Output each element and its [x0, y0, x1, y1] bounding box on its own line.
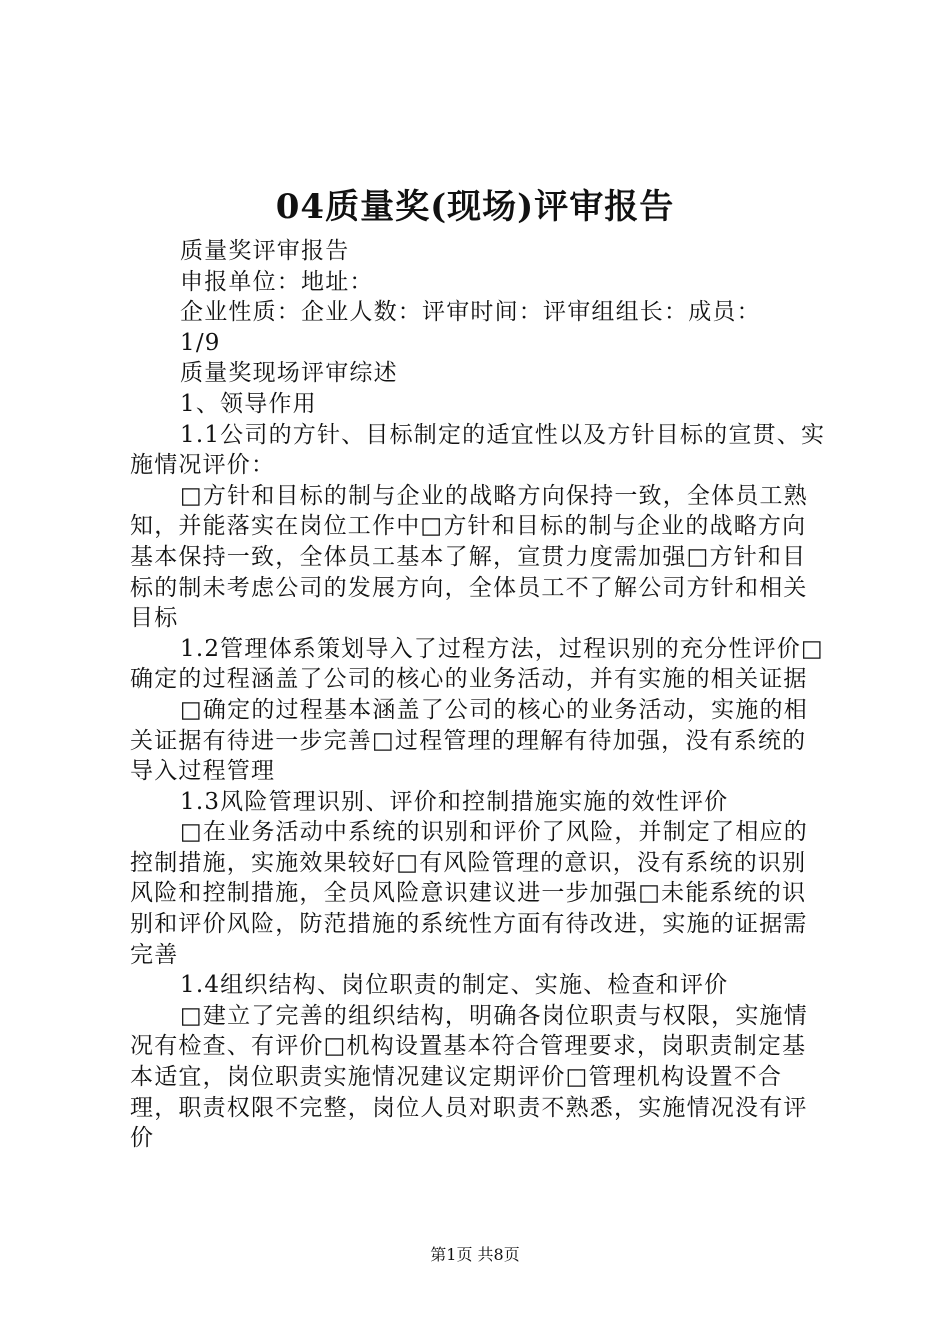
paragraph: 申报单位：地址：	[180, 268, 374, 295]
document-body	[130, 236, 830, 1154]
paragraph: □方针和目标的制与企业的战略方向保持一致，全体员工熟知，并能落实在岗位工作中□方针和目标的制与企业的战略方向基本保持一致，全体员工基本了解，宣贯力度需加强□方针和目标的制未考虑公司的发展方向，全体员工不了解公司方针和相关目标	[130, 482, 808, 632]
paragraph: □在业务活动中系统的识别和评价了风险，并制定了相应的控制措施，实施效果较好□有风险管理的意识，没有系统的识别风险和控制措施，全员风险意识建议进一步加强□未能系统的识别和评价风险，防范措施的系统性方面有待改进，实施的证据需完善	[130, 819, 808, 968]
page-footer: 第1页 共8页	[430, 1245, 520, 1264]
paragraph: □建立了完善的组织结构，明确各岗位职责与权限，实施情况有检查、有评价□机构设置基本符合管理要求，岗职责制定基本适宜，岗位职责实施情况建议定期评价□管理机构设置不合理，职责权限不完整，岗位人员对职责不熟悉，实施情况没有评价	[130, 1002, 808, 1152]
paragraph: □确定的过程基本涵盖了公司的核心的业务活动，实施的相关证据有待进一步完善□过程管理的理解有待加强，没有系统的导入过程管理	[130, 696, 808, 785]
paragraph: 质量奖评审报告	[180, 238, 350, 264]
paragraph: 1、领导作用	[180, 390, 317, 417]
paragraph: 1.2管理体系策划导入了过程方法，过程识别的充分性评价□确定的过程涵盖了公司的核心的业务活动，并有实施的相关证据	[130, 635, 824, 693]
document-title: 04质量奖(现场)评审报告	[275, 187, 675, 227]
paragraph: 1.4组织结构、岗位职责的制定、实施、检查和评价	[180, 972, 729, 999]
paragraph: 1/9	[180, 329, 221, 356]
paragraph: 质量奖现场评审综述	[180, 360, 398, 387]
paragraph: 1.3风险管理识别、评价和控制措施实施的效性评价	[180, 788, 729, 815]
paragraph: 1.1公司的方针、目标制定的适宜性以及方针目标的宣贯、实施情况评价：	[130, 421, 826, 479]
paragraph: 企业性质：企业人数：评审时间：评审组组长：成员：	[180, 299, 761, 326]
